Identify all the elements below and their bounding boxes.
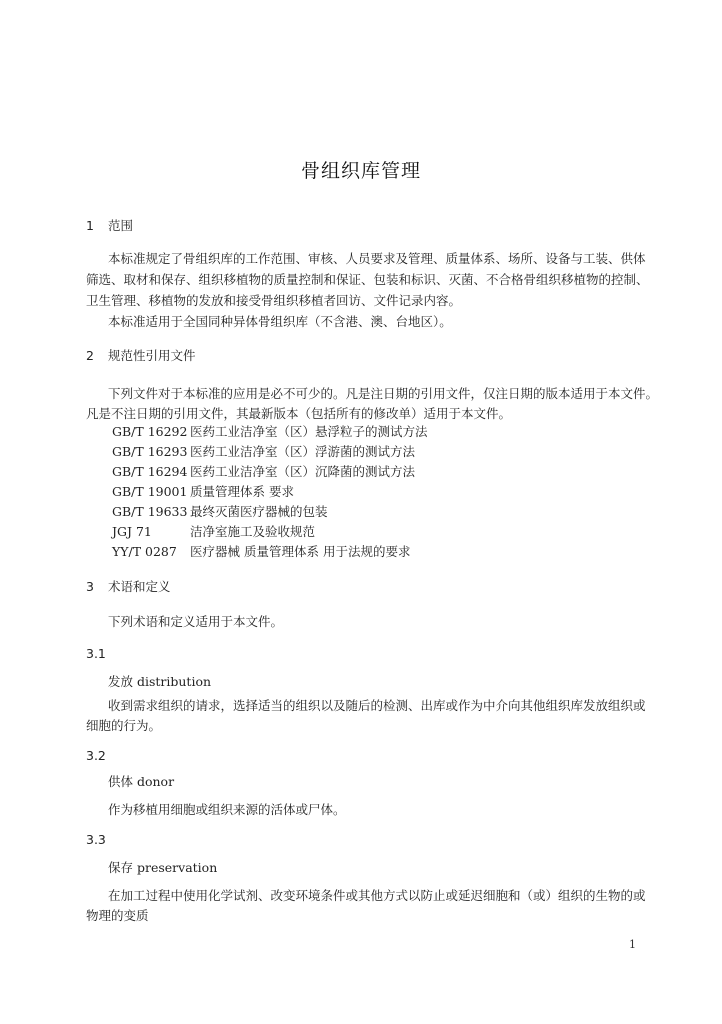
reference-title: 医药工业洁净室（区）浮游菌的测试方法 <box>190 444 416 459</box>
section-title: 术语和定义 <box>108 579 171 594</box>
page-title: 骨组织库管理 <box>300 160 421 182</box>
definition-line: 在加工过程中使用化学试剂、改变环境条件或其他方式以防止或延迟细胞和（或）组织的生物的或 <box>108 888 646 903</box>
term-number: 3.3 <box>86 832 106 847</box>
paragraph-line: 筛选、取材和保存、组织移植物的质量控制和保证、包装和标识、灭菌、不合格骨组织移植物的控制、 <box>86 272 649 287</box>
definition-line: 收到需求组织的请求，选择适当的组织以及随后的检测、出库或作为中介向其他组织库发放组织或 <box>108 698 646 713</box>
section-number: 3 <box>86 579 94 594</box>
reference-title: 最终灭菌医疗器械的包装 <box>190 504 328 519</box>
reference-item <box>112 524 315 540</box>
reference-item <box>112 424 428 440</box>
term-name: 发放 distribution <box>108 674 212 689</box>
section-number: 1 <box>86 218 94 233</box>
page-number: 1 <box>629 938 636 951</box>
reference-item <box>112 544 410 560</box>
reference-item <box>112 444 415 460</box>
reference-title: 洁净室施工及验收规范 <box>190 524 316 539</box>
definition-line: 细胞的行为。 <box>86 718 162 733</box>
section-title: 规范性引用文件 <box>108 348 196 363</box>
paragraph-line: 本标准规定了骨组织库的工作范围、审核、人员要求及管理、质量体系、场所、设备与工装、供体 <box>108 251 646 266</box>
reference-code: GB/T 19633 <box>112 504 188 519</box>
term-name: 供体 donor <box>108 774 175 789</box>
reference-title: 医药工业洁净室（区）沉降菌的测试方法 <box>190 464 416 479</box>
reference-code: YY/T 0287 <box>112 544 177 559</box>
term-number: 3.1 <box>86 646 106 661</box>
term-number: 3.2 <box>86 748 106 763</box>
paragraph-line: 本标准适用于全国同种异体骨组织库（不含港、澳、台地区）。 <box>108 314 452 329</box>
section-1-heading <box>86 218 133 234</box>
reference-title: 质量管理体系 要求 <box>190 484 294 499</box>
reference-item <box>112 484 294 500</box>
paragraph-line: 卫生管理、移植物的发放和接受骨组织移植者回访、文件记录内容。 <box>86 293 462 308</box>
section-2-heading <box>86 348 196 364</box>
definition-line: 物理的变质 <box>86 908 149 923</box>
section-title: 范围 <box>108 218 134 233</box>
definition-line: 作为移植用细胞或组织来源的活体或尸体。 <box>108 802 346 817</box>
paragraph-line: 下列文件对于本标准的应用是必不可少的。凡是注日期的引用文件，仅注日期的版本适用于本文件。 <box>108 386 659 401</box>
paragraph-line: 下列术语和定义适用于本文件。 <box>108 614 284 629</box>
reference-code: JGJ 71 <box>112 524 152 539</box>
section-3-heading <box>86 579 171 595</box>
paragraph-line: 凡是不注日期的引用文件，其最新版本（包括所有的修改单）适用于本文件。 <box>86 406 512 421</box>
reference-title: 医疗器械 质量管理体系 用于法规的要求 <box>190 544 411 559</box>
term-name: 保存 preservation <box>108 860 218 875</box>
section-number: 2 <box>86 348 94 363</box>
reference-code: GB/T 19001 <box>112 484 188 499</box>
reference-item <box>112 464 415 480</box>
reference-code: GB/T 16292 <box>112 424 188 439</box>
reference-code: GB/T 16294 <box>112 464 188 479</box>
reference-item <box>112 504 328 520</box>
reference-code: GB/T 16293 <box>112 444 188 459</box>
reference-title: 医药工业洁净室（区）悬浮粒子的测试方法 <box>190 424 428 439</box>
